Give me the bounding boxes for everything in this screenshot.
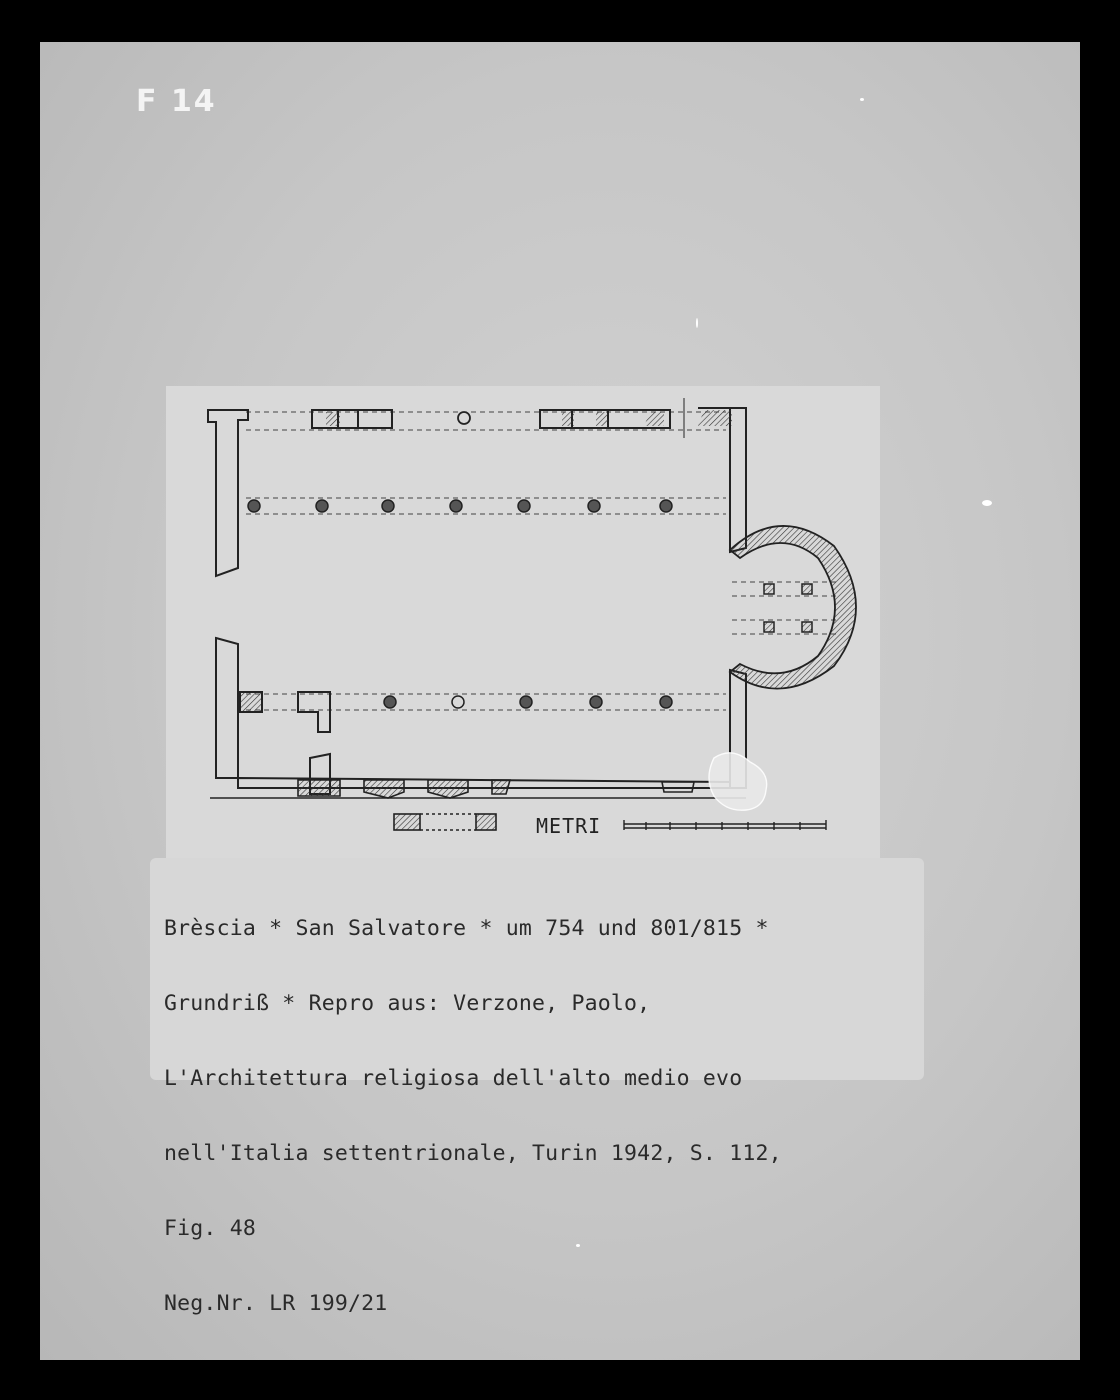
caption-line: Brèscia * San Salvatore * um 754 und 801/815 * xyxy=(164,916,769,941)
caption-line: nell'Italia settentrionale, Turin 1942, S. 112, xyxy=(164,1141,782,1166)
arcade-lines xyxy=(246,412,840,710)
dust-speck xyxy=(982,500,992,506)
caption-text xyxy=(164,866,782,1366)
apse-piers xyxy=(764,584,812,632)
caption-line: Fig. 48 xyxy=(164,1216,257,1241)
floor-plan xyxy=(166,386,880,864)
caption-label xyxy=(150,858,924,1316)
caption-line: L'Architettura religiosa dell'alto medio evo xyxy=(164,1066,743,1091)
apse xyxy=(730,526,856,689)
north-wall xyxy=(312,410,670,428)
dust-speck xyxy=(576,1244,580,1247)
frame-label: F 14 xyxy=(136,84,217,119)
north-column xyxy=(458,412,470,424)
scale-bar xyxy=(624,820,826,830)
west-wall-upper xyxy=(208,410,248,576)
north-colonnade xyxy=(248,500,672,512)
south-colonnade xyxy=(384,696,672,708)
scale-label: METRI xyxy=(536,814,602,838)
floor-plan-drawing xyxy=(166,386,880,864)
caption-line: Grundriß * Repro aus: Verzone, Paolo, xyxy=(164,991,651,1016)
dust-speck xyxy=(860,98,864,101)
scale-pieces xyxy=(394,814,496,830)
caption-line: Neg.Nr. LR 199/21 xyxy=(164,1291,388,1316)
film-blemish xyxy=(709,753,767,810)
west-wall-lower xyxy=(216,638,238,778)
dust-speck xyxy=(696,318,698,328)
